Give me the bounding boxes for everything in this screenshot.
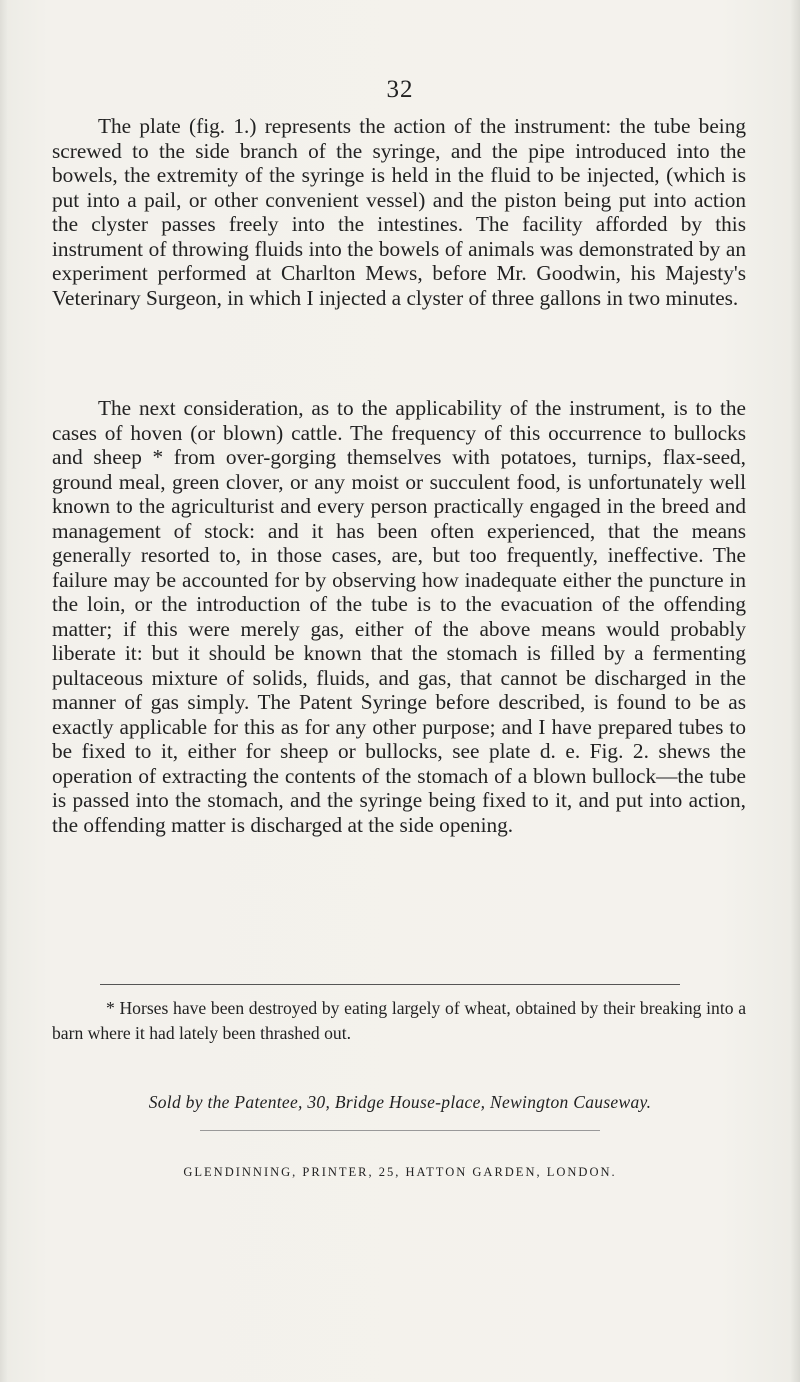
page-number: 32 xyxy=(386,76,414,103)
imprint-divider xyxy=(200,1130,600,1131)
footnote-horses: * Horses have been destroyed by eating largely of wheat, obtained by their breaking into a barn where it had lately been thrashed out. xyxy=(52,998,746,1043)
footnote-divider xyxy=(100,984,680,985)
paragraph-hoven-cattle: The next consideration, as to the applicability of the instrument, is to the cases of hoven (or blown) cattle. The frequency of this occurrence to bullocks and sheep * from over-gorging themselves with potatoes, turnips, flax-seed, ground meal, green clover, or any moist or succulent food, is unfortunately well known to the agriculturist and every person practically engaged in the breed and management of stock: and it has been often experienced, that the means generally resorted to, in those cases, are, but too frequently, ineffective. The failure may be accounted for by observing how inadequate either the puncture in the loin, or the introduction of the tube is to the evacuation of the offending matter; if this were merely gas, either of the above means would probably liberate it: but it should be known that the stomach is filled by a fermenting pultaceous mixture of solids, fluids, and gas, that cannot be discharged in the manner of gas simply. The Patent Syringe before described, is found to be as exactly applicable for this as for any other purpose; and I have prepared tubes to be fixed to it, either for sheep or bullocks, see plate d. e. Fig. 2. shews the operation of extracting the contents of the stomach of a blown bullock—the tube is passed into the stomach, and the syringe being fixed to it, and put into action, the offending matter is discharged at the side opening. xyxy=(52,396,746,837)
printer-imprint: GLENDINNING, PRINTER, 25, HATTON GARDEN, LONDON. xyxy=(183,1165,617,1179)
sold-by-imprint: Sold by the Patentee, 30, Bridge House-place, Newington Causeway. xyxy=(148,1092,652,1112)
paragraph-plate-description: The plate (fig. 1.) represents the action of the instrument: the tube being screwed to the side branch of the syringe, and the pipe introduced into the bowels, the extremity of the syringe is held in the fluid to be injected, (which is put into a pail, or other convenient vessel) and the piston being put into action the clyster passes freely into the intestines. The facility afforded by this instrument of throwing fluids into the bowels of animals was demonstrated by an experiment performed at Charlton Mews, before Mr. Goodwin, his Majesty's Veterinary Surgeon, in which I injected a clyster of three gallons in two minutes. xyxy=(52,114,746,310)
